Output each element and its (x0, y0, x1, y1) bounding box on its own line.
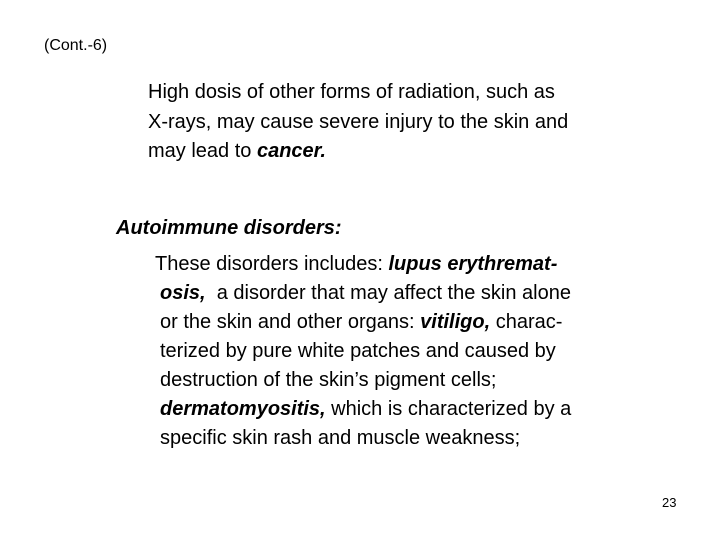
autoimmune-line-3-rest: charac- (490, 311, 563, 333)
radiation-line-2: X-rays, may cause severe injury to the skin and (148, 110, 569, 133)
autoimmune-line-2 (155, 279, 571, 308)
continuation-label: (Cont.-6) (44, 37, 108, 54)
section-heading: Autoimmune disorders: (116, 217, 342, 239)
autoimmune-line-1-text: These disorders includes: (155, 253, 389, 275)
radiation-line-1: High dosis of other forms of radiation, such as (148, 81, 555, 103)
autoimmune-line-3-text: or the skin and other organs: (160, 311, 421, 333)
autoimmune-line-4: terized by pure white patches and caused by (160, 340, 556, 362)
dermatomyositis-term: dermatomyositis, (160, 398, 326, 420)
radiation-paragraph (148, 78, 568, 167)
vitiligo-term: vitiligo, (420, 311, 491, 333)
radiation-line-3 (148, 137, 568, 167)
lupus-term: lupus erythremat- (388, 253, 558, 275)
autoimmune-line-1 (155, 250, 571, 279)
radiation-line-3-text: may lead to (148, 140, 257, 162)
autoimmune-line-5: destruction of the skin’s pigment cells; (160, 369, 497, 391)
autoimmune-line-3 (155, 308, 571, 337)
page-number: 23 (662, 495, 677, 510)
lupus-term-end: osis, (160, 282, 206, 304)
autoimmune-paragraph (155, 250, 571, 453)
autoimmune-line-2-text: a disorder that may affect the skin alone (205, 282, 571, 304)
autoimmune-line-6-text: which is characterized by a (325, 398, 572, 420)
cancer-term: cancer. (256, 140, 326, 162)
autoimmune-line-6 (155, 395, 571, 424)
autoimmune-line-7: specific skin rash and muscle weakness; (160, 427, 521, 449)
